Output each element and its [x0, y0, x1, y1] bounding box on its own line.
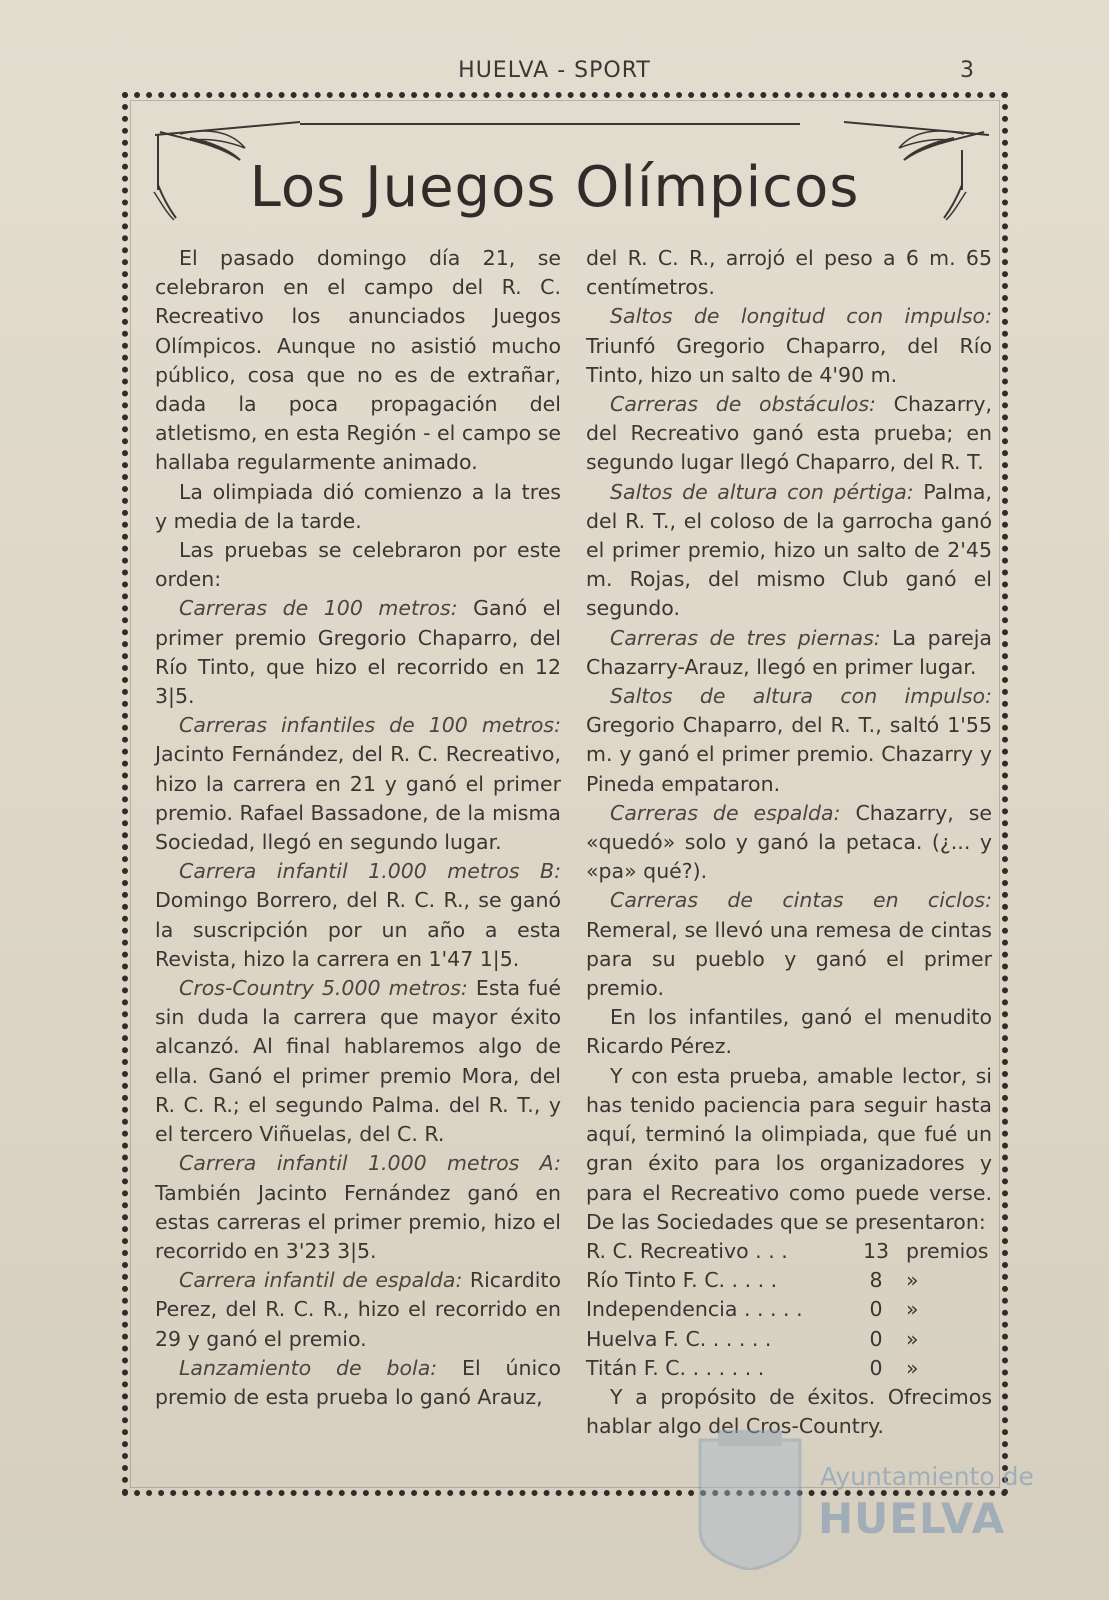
event-paragraph: [586, 799, 992, 887]
event-title: Carreras de tres piernas:: [610, 625, 881, 650]
results-unit: premios: [906, 1238, 989, 1263]
event-title: Carreras de espalda:: [610, 800, 841, 825]
top-rule: [300, 120, 800, 130]
event-title: Carrera infantil 1.000 metros A:: [179, 1151, 561, 1176]
event-text: Gregorio Chaparro, del R. T., saltó 1'55 m. y ganó el primer premio. Chazarry y Pineda empataron.: [586, 713, 992, 796]
results-table: [586, 1237, 992, 1383]
results-club: Independencia . . . . .: [586, 1297, 803, 1322]
event-title: Carreras de obstáculos:: [610, 392, 876, 417]
event-title: Saltos de longitud con impulso:: [610, 304, 992, 329]
event-paragraph: [155, 1354, 561, 1412]
body-paragraph: En los infantiles, ganó el menudito Ricardo Pérez.: [586, 1005, 992, 1059]
results-row: [586, 1266, 992, 1295]
watermark-line2: HUELVA: [818, 1494, 1006, 1543]
results-count: 0: [869, 1355, 883, 1380]
body-paragraph: Y con esta prueba, amable lector, si has tenido paciencia para seguir hasta aquí, terminó la olimpiada, que fué un gran éxito para los organizadores y para el Recreativo como puede verse. De las Sociedades que se presentaron:: [586, 1063, 992, 1234]
event-paragraph: [586, 302, 992, 390]
event-paragraph: [155, 974, 561, 1149]
event-text: También Jacinto Fernández ganó en estas carreras el primer premio, hizo el recorrido en 3'23 3|5.: [155, 1180, 561, 1263]
left-column: [155, 244, 561, 1412]
running-head: HUELVA - SPORT: [458, 58, 651, 83]
closing-paragraph: Y a propósito de éxitos. Ofrecimos hablar algo del Cros-Country.: [586, 1384, 992, 1439]
results-count: 13: [862, 1238, 890, 1263]
event-title: Carrera infantil de espalda:: [179, 1268, 463, 1293]
event-text: Jacinto Fernández, del R. C. Recreativo, hizo la carrera en 21 y ganó el primer premio. Rafael Bassadone, de la misma Sociedad, llegó en segundo lugar.: [155, 742, 561, 855]
results-club: Titán F. C. . . . . . .: [586, 1355, 765, 1380]
body-paragraph: El pasado domingo día 21, se celebraron en el campo del R. C. Recreativo los anunciados Juegos Olímpicos. Aunque no asistió mucho público, cosa que no es de extrañar, dada la poca propagación del atletismo, en esta Región - el campo se hallaba regularmente animado.: [155, 246, 561, 475]
results-count: 8: [869, 1268, 883, 1293]
event-paragraph: [586, 682, 992, 799]
event-text: Triunfó Gregorio Chaparro, del Río Tinto, hizo un salto de 4'90 m.: [586, 333, 992, 387]
event-paragraph: [586, 624, 992, 682]
results-row: [586, 1237, 992, 1266]
results-club: Huelva F. C. . . . . .: [586, 1326, 772, 1351]
results-row: [586, 1295, 992, 1324]
event-paragraph: [155, 711, 561, 857]
event-paragraph: [155, 857, 561, 974]
event-paragraph: [586, 478, 992, 624]
results-unit: »: [906, 1355, 919, 1380]
event-paragraph: [155, 1149, 561, 1266]
results-count: 0: [869, 1297, 883, 1322]
page-number: 3: [960, 58, 974, 83]
event-text: La pareja Chazarry-Arauz, llegó en primer lugar.: [586, 625, 992, 679]
event-title: Saltos de altura con pértiga:: [610, 479, 914, 504]
event-text: Remeral, se llevó una remesa de cintas para su pueblo y ganó el primer premio.: [586, 917, 992, 1001]
event-text: El único premio de esta prueba lo ganó Arauz,: [155, 1355, 561, 1409]
right-column-paragraphs: [586, 244, 992, 1237]
event-text: Ganó el primer premio Gregorio Chaparro, del Río Tinto, que hizo el recorrido en 12 3|5.: [155, 596, 562, 709]
event-text: Chazarry, se «quedó» solo y ganó la petaca. (¿... y «pa» qué?).: [586, 800, 992, 884]
results-row: [586, 1354, 992, 1383]
results-club: Río Tinto F. C. . . . .: [586, 1268, 778, 1293]
event-text: Chazarry, del Recreativo ganó esta prueba; en segundo lugar llegó Chaparro, del R. T.: [586, 392, 992, 475]
event-text: Palma, del R. T., el coloso de la garrocha ganó el primer premio, hizo un salto de 2'45 m. Rojas, del mismo Club ganó el segundo.: [586, 479, 992, 621]
body-paragraph: del R. C. R., arrojó el peso a 6 m. 65 centímetros.: [586, 246, 992, 300]
event-title: Carrera infantil 1.000 metros B:: [179, 859, 561, 884]
event-title: Cros-Country 5.000 metros:: [179, 976, 468, 1001]
event-title: Carreras de 100 metros:: [179, 596, 458, 621]
watermark-line1: Ayuntamiento de: [820, 1462, 1034, 1491]
event-text: Ricardito Perez, del R. C. R., hizo el recorrido en 29 y ganó el premio.: [155, 1268, 561, 1351]
event-paragraph: [586, 390, 992, 478]
event-text: Domingo Borrero, del R. C. R., se ganó la suscripción por un año a esta Revista, hizo la carrera en 1'47 1|5.: [155, 888, 561, 971]
results-count: 0: [869, 1326, 883, 1351]
right-column: [586, 244, 992, 1441]
results-club: R. C. Recreativo . . .: [586, 1238, 788, 1263]
event-title: Carreras de cintas en ciclos:: [610, 888, 992, 913]
results-unit: »: [906, 1297, 919, 1322]
results-unit: »: [906, 1268, 919, 1293]
article-title: Los Juegos Olímpicos: [249, 155, 860, 220]
event-title: Saltos de altura con impulso:: [610, 684, 992, 709]
body-paragraph: Las pruebas se celebraron por este orden:: [155, 538, 561, 592]
event-title: Lanzamiento de bola:: [179, 1355, 438, 1380]
event-paragraph: [155, 1266, 561, 1354]
event-title: Carreras infantiles de 100 metros:: [179, 713, 561, 738]
event-paragraph: [586, 886, 992, 1003]
results-unit: »: [906, 1326, 919, 1351]
body-paragraph: La olimpiada dió comienzo a la tres y media de la tarde.: [155, 479, 561, 533]
event-text: Esta fué sin duda la carrera que mayor éxito alcanzó. Al final hablaremos algo de ella. Ganó el primer premio Mora, del R. C. R.; el segundo Palma. del R. T., y el tercero Viñuelas, del C. R.: [155, 976, 562, 1147]
results-row: [586, 1325, 992, 1354]
event-paragraph: [155, 594, 561, 711]
